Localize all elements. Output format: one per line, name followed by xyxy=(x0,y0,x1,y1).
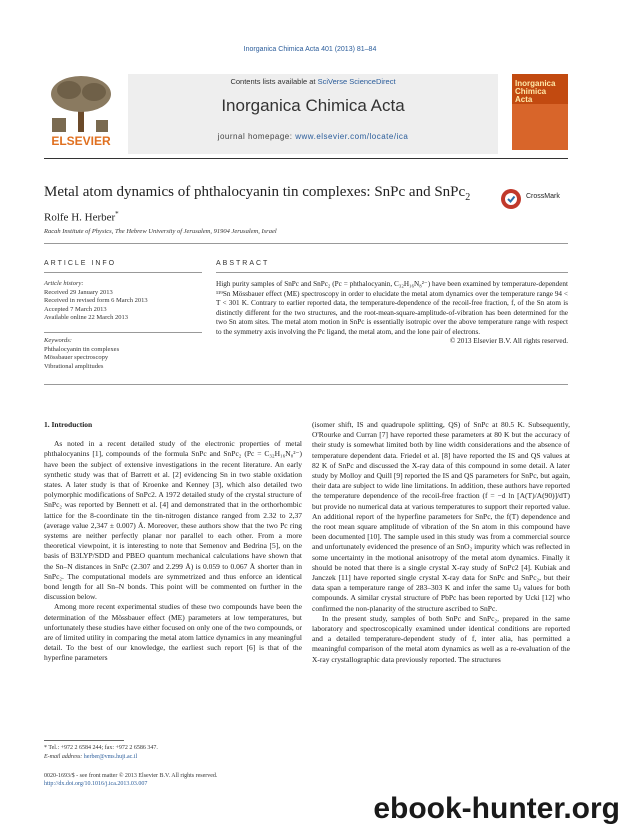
contents-line xyxy=(128,77,498,86)
abstract-end-rule xyxy=(44,384,568,385)
paragraph: Among more recent experimental studies of these two compounds have been the determination of the Mössbauer effect (ME) parameters at low temperatures, but unfortunately these studies have either focused on only one of the two compounds, or are of limited utility in comparing the metal atom lattice dynamics in any meaningful detail. To the best of our knowledge, the earliest such report [6] is that of the hyperfine parameters xyxy=(44,602,302,663)
author-footnote xyxy=(44,744,304,762)
history-label: Article history: xyxy=(44,280,84,287)
crossmark-badge[interactable] xyxy=(500,188,570,210)
email-link[interactable]: herber@vms.huji.ac.il xyxy=(83,754,138,760)
abstract-text: High purity samples of SnPc and SnPc₂ (Pc = phthalocyanin, C₃₂H₁₆N₈²⁻) have been examined by temperature-dependent ¹¹⁹Sn Mössbauer effect (ME) spectroscopy in order to elucidate the metal atom dynamics over the temperature range 94 < T < 301 K. Contrary to earlier reported data, the temperature-dependence of the recoil-free fraction, f, of the Sn atom is distinctly different for the two structures, and the root-mean-square-amplitude-of-vibration has been determined for the two Sn atom sites. The metal atom motion in SnPc is essentially isotropic over the above temperature range with respect to the symmetry axis involving the Pc ligand, the metal atom, and the lone pair of electrons. xyxy=(216,280,568,336)
article-info-heading: ARTICLE INFO xyxy=(44,260,117,267)
journal-homepage xyxy=(128,132,498,141)
journal-reference-link[interactable]: Inorganica Chimica Acta 401 (2013) 81–84 xyxy=(243,46,377,53)
keyword-item: Vibrational amplitudes xyxy=(44,362,104,370)
author-line xyxy=(44,210,119,224)
article-title xyxy=(44,184,484,203)
affiliation: Racah Institute of Physics, The Hebrew University of Jerusalem, 91904 Jerusalem, Israel xyxy=(44,228,277,235)
abstract-body xyxy=(216,280,568,347)
keywords-rule xyxy=(44,332,202,333)
history-item: Available online 22 March 2013 xyxy=(44,314,128,321)
article-title-subscript: 2 xyxy=(465,192,471,203)
crossmark-label: CrossMark xyxy=(526,193,560,200)
cover-title: Inorganica Chimica Acta xyxy=(515,79,556,104)
footnote-email-line xyxy=(44,753,304,762)
article-meta xyxy=(44,772,344,788)
homepage-link[interactable]: www.elsevier.com/locate/ica xyxy=(295,132,409,141)
footnote-contact: * Tel.: +972 2 6584 244; fax: +972 2 6586 347. xyxy=(44,745,158,751)
article-info-rule xyxy=(44,272,202,273)
paragraph: In the present study, samples of both SnPc and SnPc₂, prepared in the same laboratory and spectroscopically examined under identical conditions are reported and a detailed temperature-dependent study of f, inter alia, has permitted a meaningful comparison of the metal atom dynamics as well as a re-evaluation of the X-ray crystallographic data previously reported. The structures xyxy=(312,613,570,664)
author-name: Rolfe H. Herber xyxy=(44,211,116,224)
abstract-heading: ABSTRACT xyxy=(216,260,270,267)
affiliation-divider xyxy=(44,243,568,244)
abstract-copyright: © 2013 Elsevier B.V. All rights reserved. xyxy=(449,337,568,345)
email-label: E-mail address: xyxy=(44,754,84,760)
keywords-label: Keywords: xyxy=(44,337,72,344)
history-item: Received in revised form 6 March 2013 xyxy=(44,297,148,304)
homepage-prefix: journal homepage: xyxy=(217,132,296,141)
article-title-text: Metal atom dynamics of phthalocyanin tin complexes: SnPc and SnPc xyxy=(44,184,466,200)
footnote-divider xyxy=(44,740,124,741)
paragraph: (isomer shift, IS and quadrupole splitting, QS) of SnPc at 80.5 K. Subsequently, O'Rourke and Curran [7] have reported these parameters at 80 K but the accuracy of their study is somewhat limited both by line width considerations and the absence of temperature dependent data. Friedel et al. [8] have reported the IS and QS values at 82 K of SnPc and discussed the X-ray data of this compound in some detail. A later study by Molloy and Quill [9] reported the IS and QS parameters for SnPc, but again, their data are subject to wide line limitations. In addition, these authors have reported the temperature dependence of the recoil-free fraction (f = −d ln [A(T)/A(90)]/dT) but provide no numerical data at various temperatures to support their reported value. An additional report of the hyperfine parameters for SnPc, the f(T) dependence and the root mean square amplitude of vibration of the Sn atom in this compound have been documented [10]. The sample used in this study was from a commercial source and unfortunately evidenced the presence of an SnO₂ impurity which was reflected in some uncertainty in the motional anisotropy of the metal atom dynamics. Finally it should be noted that there is a single crystal X-ray study of SnPc2 [4]. Kubiak and Janczek [11] have reported single crystal X-ray data for SnPc and SnPc₂, but their data span a temperature range of 283–303 K and infer the same Uᵢⱼ values for both compounds. A similar crystal structure of PbPc has been reported by Ucki [12] who confirmed the non-planarity of the structure ascribed to SnPc. xyxy=(312,420,570,613)
elsevier-logo-text: ELSEVIER xyxy=(51,134,111,148)
body-right-column xyxy=(312,420,570,665)
tree-icon xyxy=(44,74,118,134)
crossmark-icon xyxy=(500,188,522,210)
issn-line: 0020-1693/$ - see front matter © 2013 Elsevier B.V. All rights reserved. xyxy=(44,773,218,779)
journal-cover-thumbnail[interactable] xyxy=(512,74,568,150)
doi-link[interactable]: http://dx.doi.org/10.1016/j.ica.2013.03.007 xyxy=(44,781,148,787)
section-title: 1. Introduction xyxy=(44,420,93,429)
cover-band xyxy=(512,104,568,150)
keyword-item: Phthalocyanin tin complexes xyxy=(44,345,120,353)
keywords xyxy=(44,337,202,371)
article-history xyxy=(44,280,202,323)
abstract-rule xyxy=(216,272,568,273)
history-item: Accepted 7 March 2013 xyxy=(44,305,107,313)
keyword-item: Mössbauer spectroscopy xyxy=(44,354,109,361)
body-left-column xyxy=(44,420,302,664)
contents-prefix: Contents lists available at xyxy=(230,77,318,86)
sciencedirect-link[interactable]: SciVerse ScienceDirect xyxy=(317,77,396,86)
history-item: Received 29 January 2013 xyxy=(44,288,113,296)
journal-title: Inorganica Chimica Acta xyxy=(221,96,405,115)
watermark: ebook-hunter.org xyxy=(373,792,620,825)
author-footnote-mark[interactable]: * xyxy=(115,210,119,218)
paragraph: As noted in a recent detailed study of the electronic properties of metal phthalocyanins [1], compounds of the formula SnPc and SnPc₂ (Pc = C₃₂H₁₆N₈²⁻) have been the subject of extensive investigations in the recent literature. An early synthetic study was that of Barrett et al. [2] evidencing Sn in two stable oxidation states. A later study is that of Kroenke and Kenney [3], which also detailed two polymorphic modifications of SnPc2. A 1972 detailed study of the crystal structure of SnPc₂ was reported by Bennett et al. [4] and demonstrated that in the orthorhombic lattice for the 8-coordinate tin the tin-nitrogen distance ranged from 2.32 to 2,37 (average value 2,347 ± 0.007) Å. Moreover, these authors show that the two Pc ring systems are neither perfectly planar nor parallel to each other. From a more theoretical viewpoint, it is interesting to note that Semenov and Bedrina [5], on the basis of B3LYP/SDD and PBEO quantum mechanical calculations have shown that the Sn–N distances in SnPc (2.307 and 2.299 Å) is 0.059 to 0.067 Å shorter than in SnPc₂. The computational models are symmetrized and thus enforce an identical bond length for all Sn–N bonds. This point will be commented on further in the discussion below. xyxy=(44,439,302,602)
header-divider xyxy=(44,158,568,159)
